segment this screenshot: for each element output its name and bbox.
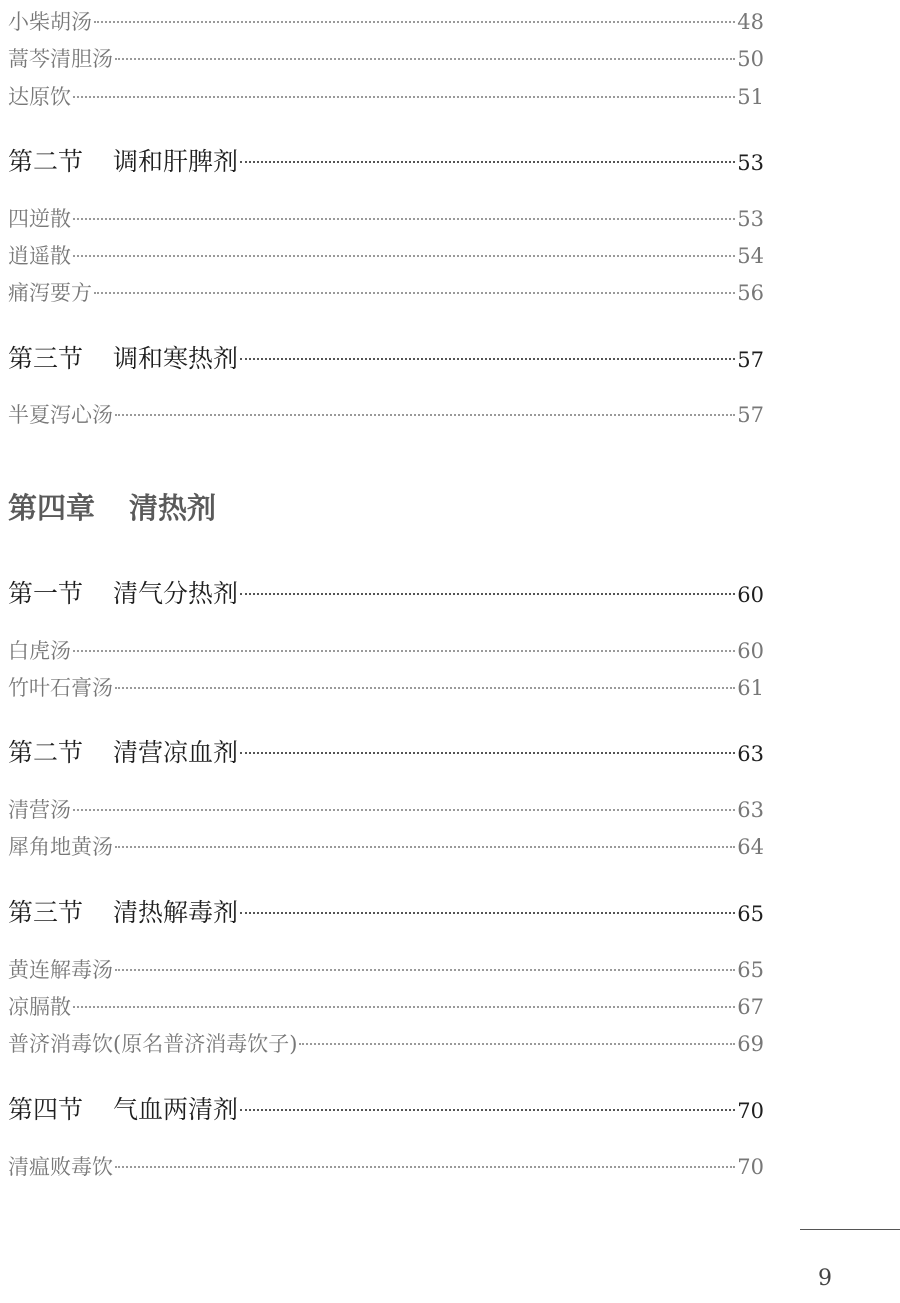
toc-section-name: 清热解毒剂 (113, 898, 239, 927)
toc-item[interactable] (8, 635, 764, 665)
toc-item-page: 51 (737, 85, 764, 109)
toc-item-page: 69 (737, 1032, 764, 1056)
chapter-heading[interactable] (8, 486, 216, 527)
toc-item-page: 61 (737, 676, 764, 700)
dot-leader (73, 255, 735, 257)
toc-section-page: 53 (737, 151, 764, 175)
toc-section-title (8, 1090, 238, 1126)
toc-item[interactable] (8, 794, 764, 824)
toc-section-number: 第三节 (8, 344, 84, 373)
toc-item[interactable] (8, 831, 764, 861)
toc-item[interactable] (8, 240, 764, 270)
dot-leader (94, 21, 735, 23)
toc-item-title: 清瘟败毒饮 (8, 1155, 113, 1179)
toc-item[interactable] (8, 1028, 764, 1058)
toc-item-title: 竹叶石膏汤 (8, 676, 113, 700)
toc-item-page: 50 (737, 47, 764, 71)
dot-leader (73, 809, 735, 811)
toc-item-page: 56 (737, 281, 764, 305)
toc-section-number: 第一节 (8, 579, 84, 608)
toc-section-number: 第三节 (8, 898, 84, 927)
toc-item-page: 60 (737, 639, 764, 663)
toc-section-page: 65 (737, 902, 764, 926)
toc-item-page: 67 (737, 995, 764, 1019)
toc-item-page: 70 (737, 1155, 764, 1179)
dot-leader (240, 752, 735, 754)
toc-section-title (8, 339, 238, 375)
toc-item[interactable] (8, 399, 764, 429)
toc-item[interactable] (8, 672, 764, 702)
toc-section-title (8, 733, 238, 769)
dot-leader (240, 161, 735, 163)
toc-section-number: 第二节 (8, 738, 84, 767)
dot-leader (73, 1006, 735, 1008)
dot-leader (73, 96, 735, 98)
chapter-number: 第四章 (8, 491, 96, 525)
toc-item-page: 63 (737, 798, 764, 822)
footer-rule (800, 1229, 900, 1230)
dot-leader (240, 1109, 735, 1111)
toc-item-title: 达原饮 (8, 85, 71, 109)
dot-leader (115, 969, 735, 971)
dot-leader (73, 218, 735, 220)
toc-section-title (8, 142, 238, 178)
dot-leader (240, 358, 735, 360)
toc-section[interactable] (8, 339, 764, 373)
toc-section-number: 第二节 (8, 147, 84, 176)
toc-item-title: 逍遥散 (8, 244, 71, 268)
toc-item-title: 痛泻要方 (8, 281, 92, 305)
toc-section-name: 清气分热剂 (113, 579, 239, 608)
toc-section-page: 70 (737, 1099, 764, 1123)
toc-section-number: 第四节 (8, 1095, 84, 1124)
toc-section[interactable] (8, 142, 764, 176)
dot-leader (94, 292, 735, 294)
toc-item[interactable] (8, 277, 764, 307)
dot-leader (240, 593, 735, 595)
toc-section[interactable] (8, 733, 764, 767)
page-number: 9 (818, 1266, 832, 1291)
toc-item-page: 48 (737, 10, 764, 34)
toc-item[interactable] (8, 203, 764, 233)
toc-item-page: 53 (737, 207, 764, 231)
toc-item[interactable] (8, 991, 764, 1021)
toc-item[interactable] (8, 954, 764, 984)
toc-section-name: 调和寒热剂 (113, 344, 239, 373)
dot-leader (115, 58, 735, 60)
toc-item-title: 清营汤 (8, 798, 71, 822)
toc-section-page: 57 (737, 348, 764, 372)
dot-leader (115, 687, 735, 689)
toc-section[interactable] (8, 1090, 764, 1124)
toc-section-page: 63 (737, 742, 764, 766)
toc-item-title: 四逆散 (8, 207, 71, 231)
toc-item[interactable] (8, 43, 764, 73)
toc-section[interactable] (8, 574, 764, 608)
dot-leader (299, 1043, 735, 1045)
dot-leader (240, 912, 735, 914)
toc-item-title: 普济消毒饮(原名普济消毒饮子) (8, 1032, 298, 1056)
toc-item[interactable] (8, 81, 764, 111)
toc-item-page: 65 (737, 958, 764, 982)
toc-section-name: 气血两清剂 (113, 1095, 239, 1124)
toc-section[interactable] (8, 893, 764, 927)
dot-leader (73, 650, 735, 652)
toc-item-page: 57 (737, 403, 764, 427)
toc-item-title: 凉膈散 (8, 995, 71, 1019)
toc-section-title (8, 893, 238, 929)
toc-item-page: 64 (737, 835, 764, 859)
toc-item[interactable] (8, 6, 764, 36)
toc-item-title: 白虎汤 (8, 639, 71, 663)
toc-item[interactable] (8, 1151, 764, 1181)
toc-section-page: 60 (737, 583, 764, 607)
dot-leader (115, 846, 735, 848)
toc-item-title: 黄连解毒汤 (8, 958, 113, 982)
toc-item-title: 小柴胡汤 (8, 10, 92, 34)
toc-item-title: 犀角地黄汤 (8, 835, 113, 859)
toc-section-title (8, 574, 238, 610)
toc-section-name: 清营凉血剂 (113, 738, 239, 767)
toc-section-name: 调和肝脾剂 (113, 147, 239, 176)
toc-item-title: 蒿芩清胆汤 (8, 47, 113, 71)
dot-leader (115, 1166, 735, 1168)
toc-item-page: 54 (737, 244, 764, 268)
chapter-title: 清热剂 (129, 491, 217, 525)
toc-item-title: 半夏泻心汤 (8, 403, 113, 427)
dot-leader (115, 414, 735, 416)
